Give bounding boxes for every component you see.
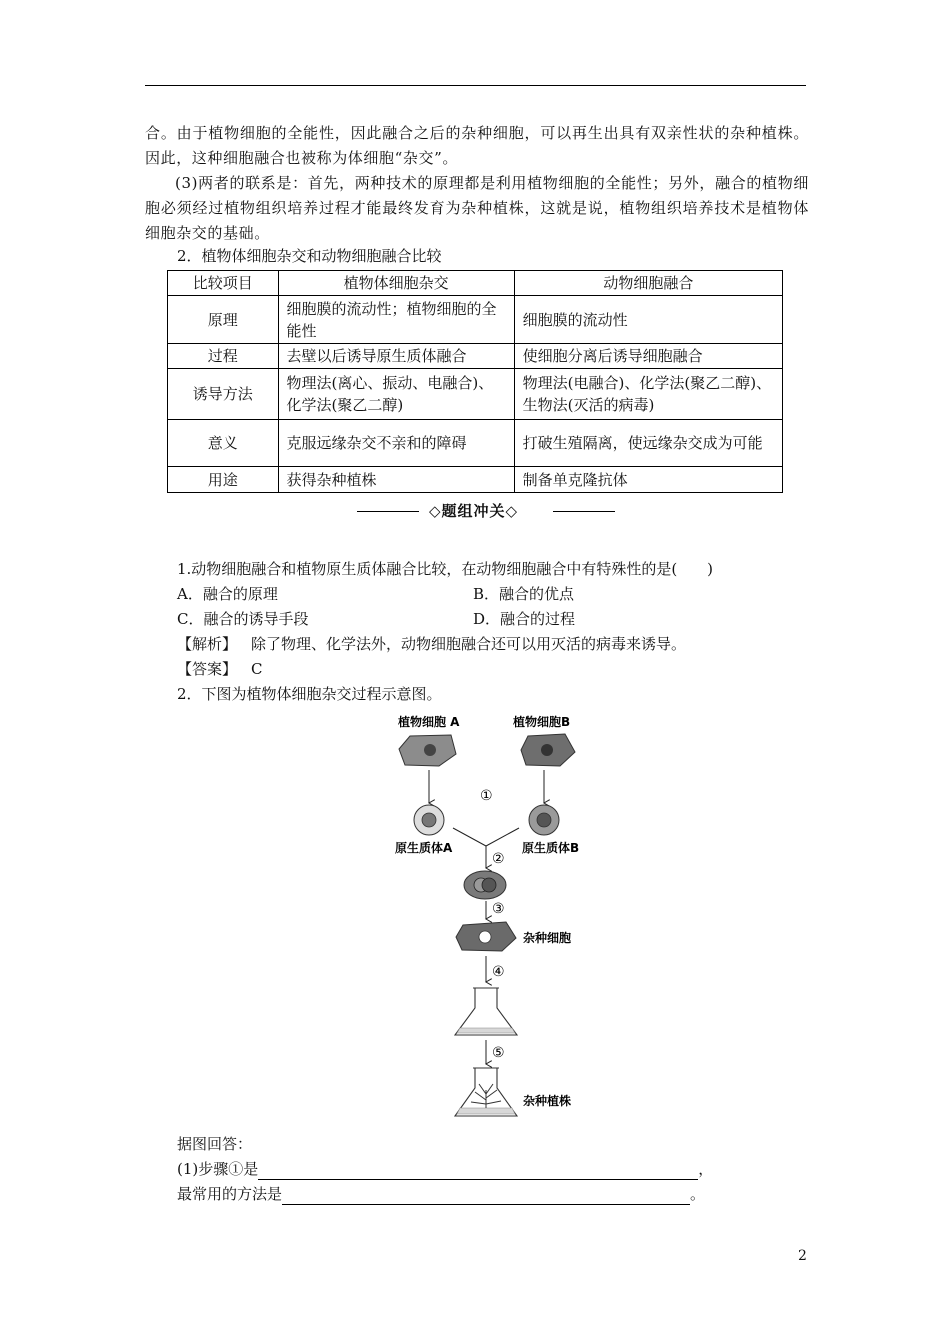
analysis-text: 除了物理、化学法外，动物细胞融合还可以用灭活的病毒来诱导。	[251, 635, 687, 653]
label-plant-cell-a: 植物细胞 A	[398, 715, 460, 729]
paragraph-1: 合。由于植物细胞的全能性，因此融合之后的杂种细胞，可以再生出具有双亲性状的杂种植株。因此，这种细胞融合也被称为体细胞“杂交”。	[145, 124, 809, 167]
plantlet-flask-icon	[455, 1068, 517, 1116]
table-cell: 用途	[168, 467, 279, 493]
table-row	[168, 344, 783, 369]
table-header-row	[168, 271, 783, 296]
table-cell: 克服远缘杂交不亲和的障碍	[278, 420, 514, 467]
merge-lines	[453, 828, 519, 846]
sub1-prefix: (1)步骤①是	[177, 1160, 259, 1178]
group-title-bar	[357, 500, 627, 524]
table-cell: 诱导方法	[168, 369, 279, 420]
table-cell: 原理	[168, 296, 279, 344]
nucleus-icon	[541, 744, 553, 756]
title-rule-left	[357, 511, 419, 512]
q1-option-c: C．融合的诱导手段	[177, 610, 309, 628]
step-3-marker: ③	[492, 901, 505, 917]
answer-prompt: 据图回答：	[177, 1135, 253, 1153]
analysis-label: 【解析】	[177, 635, 238, 653]
table-cell: 意义	[168, 420, 279, 467]
answer-blank-2[interactable]	[282, 1186, 690, 1205]
label-plant-cell-b: 植物细胞B	[513, 715, 571, 729]
nucleus-icon	[422, 813, 436, 827]
q1-analysis	[177, 633, 686, 655]
table-header-cell: 比较项目	[168, 271, 279, 296]
table-row	[168, 467, 783, 493]
table-cell: 细胞膜的流动性；植物细胞的全能性	[278, 296, 514, 344]
comparison-table	[167, 270, 783, 493]
table-cell: 过程	[168, 344, 279, 369]
group-title: ◇题组冲关◇	[429, 502, 519, 520]
table-row	[168, 420, 783, 467]
hybridization-diagram	[385, 708, 635, 1128]
page-number: 2	[798, 1248, 807, 1264]
sub1b-prefix: 最常用的方法是	[177, 1185, 283, 1203]
q1-stem: 1.动物细胞融合和植物原生质体融合比较，在动物细胞融合中有特殊性的是( )	[177, 560, 714, 578]
q1-option-d: D．融合的过程	[473, 610, 576, 628]
q1-option-a: A．融合的原理	[177, 585, 278, 603]
section-2-title: 2．植物体细胞杂交和动物细胞融合比较	[177, 247, 442, 265]
step-1-marker: ①	[480, 788, 493, 804]
nucleus-icon	[537, 813, 551, 827]
answer-text: C	[251, 660, 263, 678]
nucleus-icon	[482, 878, 496, 892]
q2-sub1b	[177, 1183, 705, 1205]
table-cell: 物理法(电融合)、化学法(聚乙二醇)、生物法(灭活的病毒)	[514, 369, 782, 420]
table-cell: 物理法(离心、振动、电融合)、化学法(聚乙二醇)	[278, 369, 514, 420]
answer-blank-1[interactable]	[258, 1161, 698, 1180]
table-cell: 去壁以后诱导原生质体融合	[278, 344, 514, 369]
header-rule	[145, 85, 806, 86]
step-2-marker: ②	[492, 851, 505, 867]
table-header-cell: 植物体细胞杂交	[278, 271, 514, 296]
table-row	[168, 296, 783, 344]
q2-sub1	[177, 1158, 713, 1180]
table-cell: 打破生殖隔离，使远缘杂交成为可能	[514, 420, 782, 467]
paragraph-2: (3)两者的联系是：首先，两种技术的原理都是利用植物细胞的全能性；另外，融合的植物细胞必须经过植物组织培养过程才能最终发育为杂种植株，这就是说，植物组织培养技术是植物体细胞杂交的基础。	[145, 174, 809, 242]
step-4-marker: ④	[492, 964, 505, 980]
q1-option-b: B．融合的优点	[473, 585, 575, 603]
answer-label: 【答案】	[177, 660, 238, 678]
sub1-suffix: ，	[698, 1160, 714, 1178]
q2-stem: 2．下图为植物体细胞杂交过程示意图。	[177, 685, 442, 703]
nucleus-icon	[424, 744, 436, 756]
step-5-marker: ⑤	[492, 1045, 505, 1061]
table-row	[168, 369, 783, 420]
table-cell: 使细胞分离后诱导细胞融合	[514, 344, 782, 369]
table-header-cell: 动物细胞融合	[514, 271, 782, 296]
table-cell: 细胞膜的流动性	[514, 296, 782, 344]
nucleus-icon	[479, 931, 491, 943]
q1-answer	[177, 658, 263, 680]
table-cell: 制备单克隆抗体	[514, 467, 782, 493]
label-protoplast-b: 原生质体B	[522, 841, 580, 855]
label-hybrid-plant: 杂种植株	[523, 1094, 572, 1108]
sub1b-suffix: 。	[690, 1185, 706, 1203]
title-rule-right	[553, 511, 615, 512]
culture-flask-icon	[455, 988, 517, 1035]
label-protoplast-a: 原生质体A	[395, 841, 453, 855]
label-hybrid-cell: 杂种细胞	[523, 931, 572, 945]
table-cell: 获得杂种植株	[278, 467, 514, 493]
